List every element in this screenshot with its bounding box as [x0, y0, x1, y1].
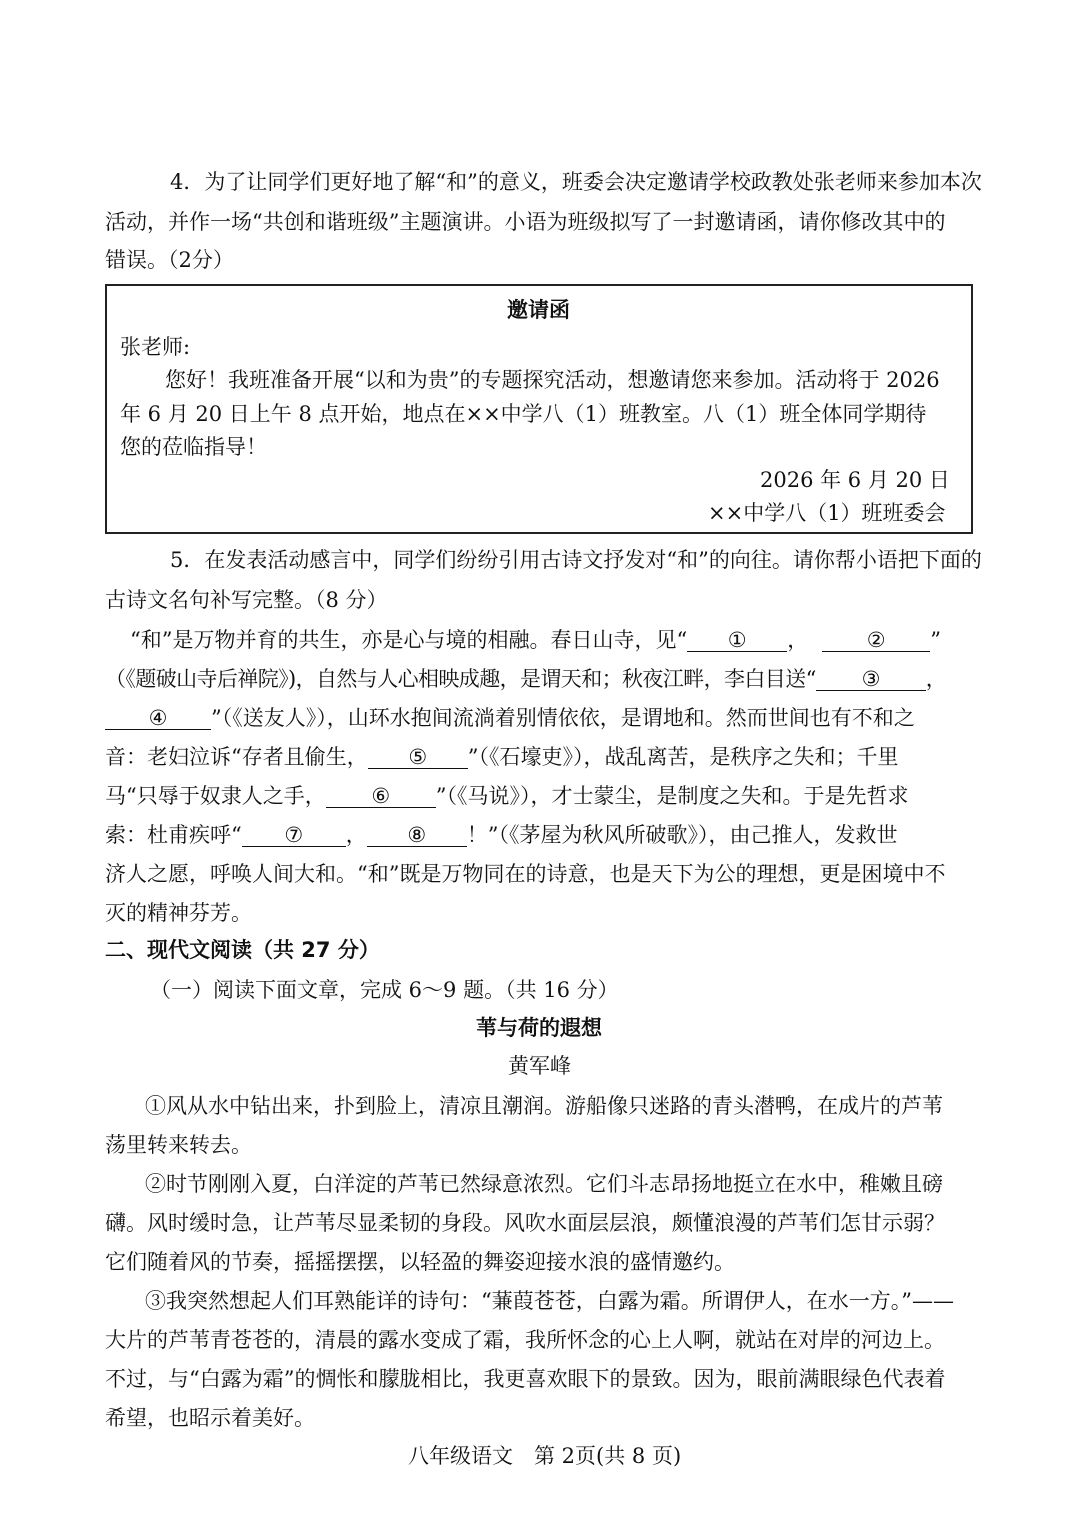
- invitation-date: 2026 年 6 月 20 日: [760, 468, 950, 492]
- invitation-body-2: 年 6 月 20 日上午 8 点开始，地点在××中学八（1）班教室。八（1）班全体同学期待: [120, 402, 927, 426]
- invitation-salutation: 张老师:: [120, 335, 191, 359]
- answer-blank-6[interactable]: ⑥: [326, 786, 436, 808]
- answer-blank-3[interactable]: ③: [816, 669, 926, 691]
- passage-text: ”（《石壕吏》），战乱离苦，是秩序之失和；千里: [467, 745, 899, 769]
- passage-text: “和”是万物并育的共生，亦是心与境的相融。春日山寺，见“: [130, 628, 688, 652]
- q5-passage-line-4: [105, 747, 898, 769]
- invitation-signer: ××中学八（1）班班委会: [708, 501, 946, 525]
- q4-line-2: 活动，并作一场“共创和谐班级”主题演讲。小语为班级拟写了一封邀请函，请你修改其中的: [105, 210, 946, 234]
- article-para-2-line-1: ②时节刚刚入夏，白洋淀的芦苇已然绿意浓烈。它们斗志昂扬地挺立在水中，稚嫩且磅: [145, 1172, 943, 1196]
- q5-passage-line-7: 济人之愿，呼唤人间大和。“和”既是万物同在的诗意，也是天下为公的理想，更是困境中不: [105, 862, 946, 886]
- passage-text: ”（《送友人》），山环水抱间流淌着别情依依，是谓地和。然而世间也有不和之: [211, 706, 915, 730]
- article-title: 苇与荷的遐想: [476, 1016, 602, 1040]
- q5-line-2: 古诗文名句补写完整。（8 分）: [105, 588, 388, 612]
- article-para-3-line-1: ③我突然想起人们耳熟能详的诗句：“蒹葭苍苍，白露为霜。所谓伊人，在水一方。”——: [145, 1289, 954, 1313]
- q5-passage-line-5: [105, 786, 908, 808]
- q5-passage-line-6: [105, 825, 897, 847]
- section-2-heading: 二、现代文阅读（共 27 分）: [105, 938, 380, 962]
- article-para-2-line-3: 它们随着风的节奏，摇摇摆摆，以轻盈的舞姿迎接水浪的盛情邀约。: [105, 1250, 735, 1274]
- q5-passage-line-2: [105, 669, 946, 691]
- passage-text: （《题破山寺后禅院》)，自然与人心相映成趣，是谓天和；秋夜江畔，李白目送“: [105, 667, 816, 691]
- passage-text: ，: [925, 667, 947, 691]
- page-footer: 八年级语文 第 2页(共 8 页): [408, 1444, 682, 1468]
- passage-text: ，: [787, 628, 809, 652]
- invitation-title: 邀请函: [507, 298, 570, 322]
- q4-line-1: 4．为了让同学们更好地了解“和”的意义，班委会决定邀请学校政教处张老师来参加本次: [170, 170, 982, 194]
- passage-text: ”: [930, 628, 941, 652]
- section-2-subheading: （一）阅读下面文章，完成 6～9 题。（共 16 分）: [150, 978, 619, 1002]
- q5-passage-line-3: [105, 708, 915, 730]
- passage-text: 音：老妇泣诉“存者且偷生，: [105, 745, 368, 769]
- answer-blank-8[interactable]: ⑧: [367, 825, 467, 847]
- article-para-3-line-4: 希望，也昭示着美好。: [105, 1406, 315, 1430]
- q5-line-1: 5．在发表活动感言中，同学们纷纷引用古诗文抒发对“和”的向往。请你帮小语把下面的: [170, 548, 982, 572]
- invitation-body-1: 您好！我班准备开展“以和为贵”的专题探究活动，想邀请您来参加。活动将于 2026: [165, 368, 940, 392]
- passage-text: ，: [345, 823, 367, 847]
- article-para-3-line-2: 大片的芦苇青苍苍的，清晨的露水变成了霜，我所怀念的心上人啊，就站在对岸的河边上。: [105, 1328, 945, 1352]
- answer-blank-1[interactable]: ①: [687, 630, 787, 652]
- article-para-2-line-2: 礴。风时缓时急，让芦苇尽显柔韧的身段。风吹水面层层浪，颇懂浪漫的芦苇们怎甘示弱？: [105, 1211, 945, 1235]
- answer-blank-5[interactable]: ⑤: [368, 747, 468, 769]
- passage-text: ”（《马说》），才士蒙尘，是制度之失和。于是先哲求: [435, 784, 909, 808]
- q4-line-3: 错误。（2分）: [105, 248, 234, 272]
- article-para-1-line-1: ①风从水中钻出来，扑到脸上，清凉且潮润。游船像只迷路的青头潜鸭，在成片的芦苇: [145, 1094, 943, 1118]
- passage-text: 马“只辱于奴隶人之手，: [105, 784, 326, 808]
- passage-text: 索：杜甫疾呼“: [105, 823, 242, 847]
- answer-blank-2[interactable]: ②: [822, 630, 930, 652]
- invitation-body-3: 您的莅临指导！: [120, 435, 267, 459]
- q5-passage-line-8: 灭的精神芬芳。: [105, 901, 252, 925]
- article-para-3-line-3: 不过，与“白露为霜”的惆怅和朦胧相比，我更喜欢眼下的景致。因为，眼前满眼绿色代表着: [105, 1367, 946, 1391]
- passage-text: ！”（《茅屋为秋风所破歌》），由己推人，发救世: [466, 823, 898, 847]
- article-author: 黄军峰: [508, 1054, 571, 1078]
- answer-blank-7[interactable]: ⑦: [242, 825, 346, 847]
- answer-blank-4[interactable]: ④: [105, 708, 211, 730]
- article-para-1-line-2: 荡里转来转去。: [105, 1133, 252, 1157]
- q5-passage-line-1: [130, 630, 941, 652]
